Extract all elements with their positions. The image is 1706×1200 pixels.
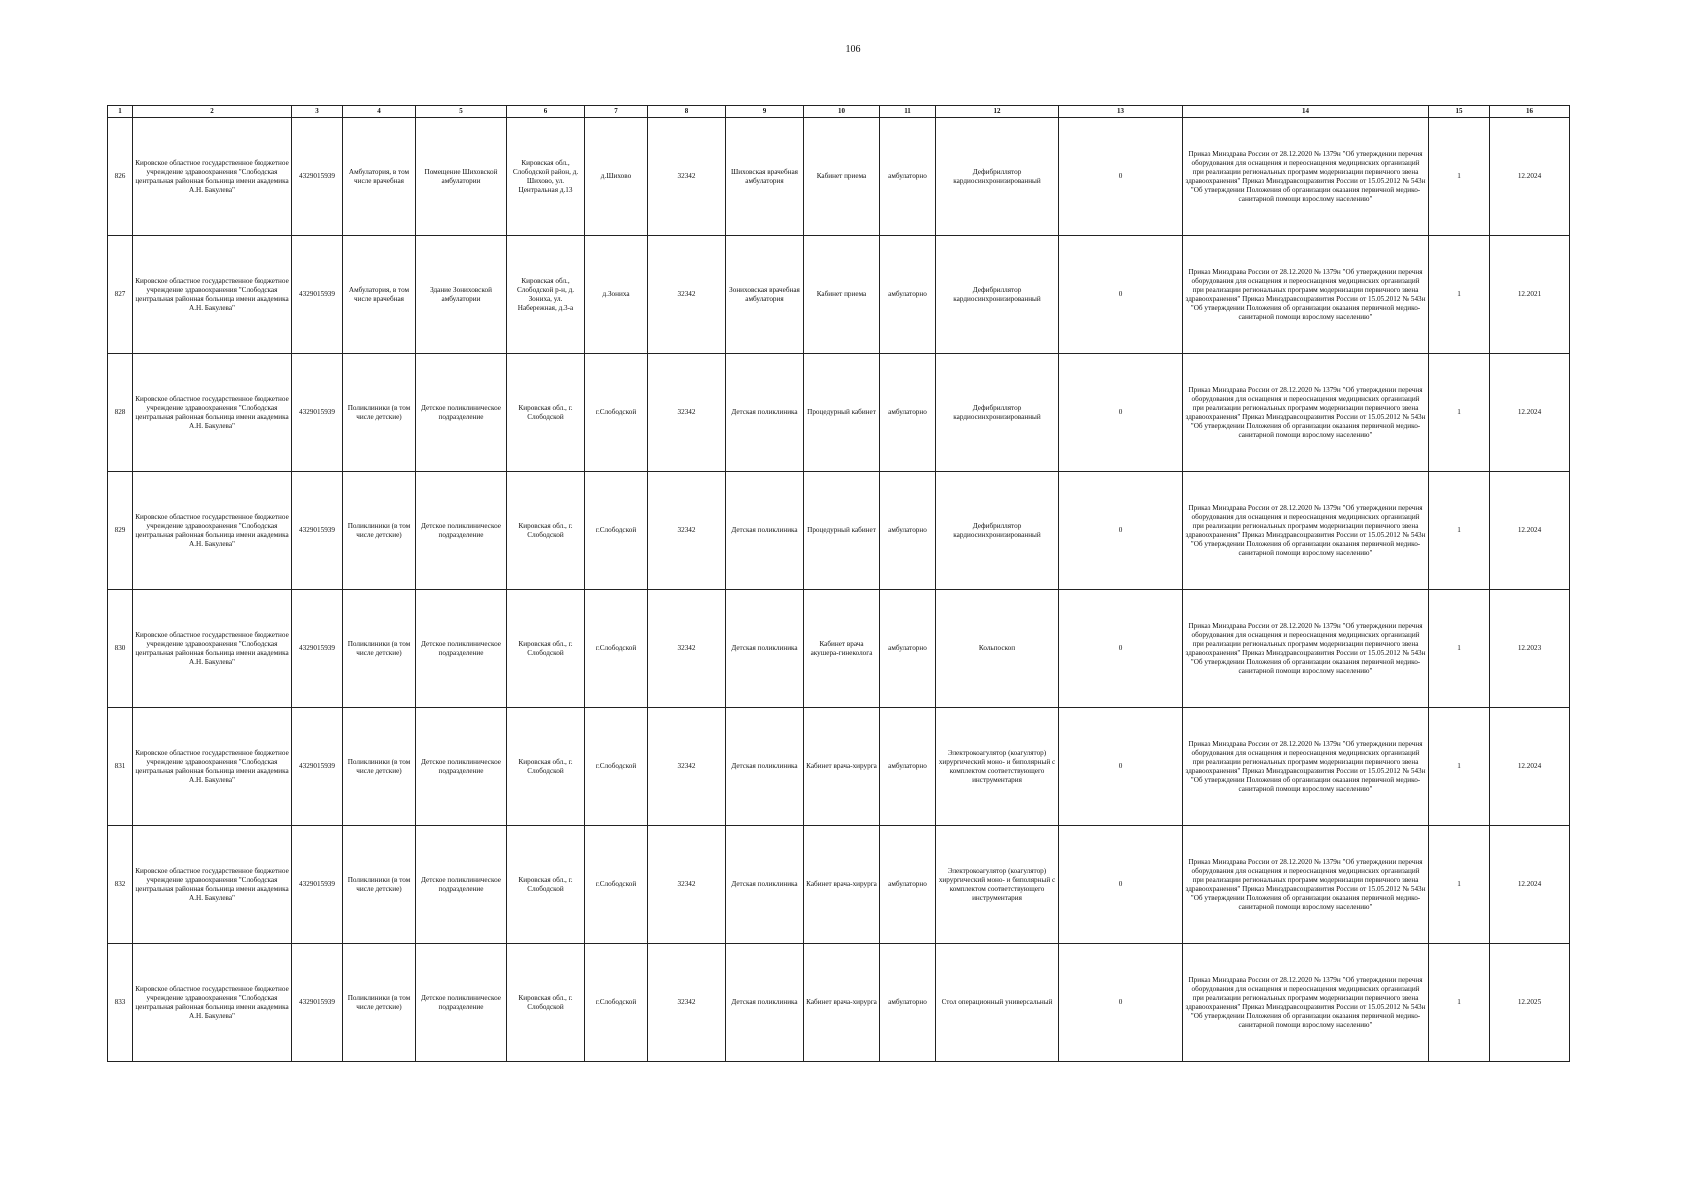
care-mode: амбулаторно [880, 472, 936, 590]
address: Кировская обл., г. Слободской [507, 826, 585, 944]
header-cell: 1 [108, 106, 133, 118]
building: Детское поликлиническое подразделение [416, 826, 507, 944]
quantity-available: 0 [1059, 236, 1183, 354]
header-cell: 9 [726, 106, 804, 118]
facility-type: Поликлиники (в том числе детские) [343, 472, 416, 590]
room: Кабинет врача акушера-гинеколога [804, 590, 880, 708]
table-row [108, 236, 1570, 354]
facility-type: Поликлиники (в том числе детские) [343, 826, 416, 944]
building: Здание Зониховской амбулатории [416, 236, 507, 354]
facility-type: Поликлиники (в том числе детские) [343, 708, 416, 826]
locality: д.Зониха [585, 236, 648, 354]
room: Кабинет врача-хирурга [804, 944, 880, 1062]
legal-basis: Приказ Минздрава России от 28.12.2020 № 1379н "Об утверждении перечня оборудования для оснащения и переоснащения медицинских организаций при реализации региональных программ модернизации первичного звена здравоохранения" Приказ Минздравсоцразвития России от 15.05.2012 № 543н "Об утверждении Положения об организации оказания первичной медико-санитарной помощи взрослому населению" [1183, 236, 1429, 354]
address: Кировская обл., Слободской р-н, д. Зониха, ул. Набережная, д.3-а [507, 236, 585, 354]
oktmo-code: 32342 [648, 118, 726, 236]
inn: 4329015939 [292, 236, 343, 354]
table-row [108, 472, 1570, 590]
facility-type: Поликлиники (в том числе детские) [343, 944, 416, 1062]
quantity-required: 1 [1429, 826, 1490, 944]
inn: 4329015939 [292, 590, 343, 708]
care-mode: амбулаторно [880, 944, 936, 1062]
header-cell: 3 [292, 106, 343, 118]
address: Кировская обл., г. Слободской [507, 354, 585, 472]
header-cell: 7 [585, 106, 648, 118]
care-mode: амбулаторно [880, 236, 936, 354]
oktmo-code: 32342 [648, 708, 726, 826]
room: Кабинет приема [804, 118, 880, 236]
row-number: 833 [108, 944, 133, 1062]
quantity-required: 1 [1429, 118, 1490, 236]
oktmo-code: 32342 [648, 590, 726, 708]
legal-basis: Приказ Минздрава России от 28.12.2020 № 1379н "Об утверждении перечня оборудования для оснащения и переоснащения медицинских организаций при реализации региональных программ модернизации первичного звена здравоохранения" Приказ Минздравсоцразвития России от 15.05.2012 № 543н "Об утверждении Положения об организации оказания первичной медико-санитарной помощи взрослому населению" [1183, 472, 1429, 590]
oktmo-code: 32342 [648, 826, 726, 944]
quantity-required: 1 [1429, 472, 1490, 590]
table-row [108, 590, 1570, 708]
locality: г.Слободской [585, 354, 648, 472]
quantity-available: 0 [1059, 708, 1183, 826]
inn: 4329015939 [292, 826, 343, 944]
unit: Детская поликлиника [726, 472, 804, 590]
oktmo-code: 32342 [648, 472, 726, 590]
organization-name: Кировское областное государственное бюджетное учреждение здравоохранения "Слободская центральная районная больница имени академика А.Н. Бакулева" [133, 472, 292, 590]
room: Кабинет приема [804, 236, 880, 354]
quantity-available: 0 [1059, 354, 1183, 472]
header-cell: 16 [1490, 106, 1570, 118]
header-cell: 11 [880, 106, 936, 118]
address: Кировская обл., г. Слободской [507, 472, 585, 590]
legal-basis: Приказ Минздрава России от 28.12.2020 № 1379н "Об утверждении перечня оборудования для оснащения и переоснащения медицинских организаций при реализации региональных программ модернизации первичного звена здравоохранения" Приказ Минздравсоцразвития России от 15.05.2012 № 543н "Об утверждении Положения об организации оказания первичной медико-санитарной помощи взрослому населению" [1183, 118, 1429, 236]
equipment-name: Стол операционный универсальный [936, 944, 1059, 1062]
header-cell: 15 [1429, 106, 1490, 118]
equipment-registry-table [107, 105, 1570, 1062]
due-date: 12.2025 [1490, 944, 1570, 1062]
organization-name: Кировское областное государственное бюджетное учреждение здравоохранения "Слободская центральная районная больница имени академика А.Н. Бакулева" [133, 590, 292, 708]
locality: г.Слободской [585, 826, 648, 944]
care-mode: амбулаторно [880, 590, 936, 708]
table-row [108, 118, 1570, 236]
legal-basis: Приказ Минздрава России от 28.12.2020 № 1379н "Об утверждении перечня оборудования для оснащения и переоснащения медицинских организаций при реализации региональных программ модернизации первичного звена здравоохранения" Приказ Минздравсоцразвития России от 15.05.2012 № 543н "Об утверждении Положения об организации оказания первичной медико-санитарной помощи взрослому населению" [1183, 944, 1429, 1062]
unit: Детская поликлиника [726, 590, 804, 708]
care-mode: амбулаторно [880, 708, 936, 826]
quantity-available: 0 [1059, 118, 1183, 236]
address: Кировская обл., г. Слободской [507, 708, 585, 826]
inn: 4329015939 [292, 944, 343, 1062]
row-number: 829 [108, 472, 133, 590]
equipment-name: Дефибриллятор кардиосинхронизированный [936, 354, 1059, 472]
header-cell: 4 [343, 106, 416, 118]
due-date: 12.2024 [1490, 472, 1570, 590]
building: Детское поликлиническое подразделение [416, 472, 507, 590]
care-mode: амбулаторно [880, 354, 936, 472]
locality: г.Слободской [585, 472, 648, 590]
room: Кабинет врача-хирурга [804, 708, 880, 826]
unit: Детская поликлиника [726, 826, 804, 944]
due-date: 12.2023 [1490, 590, 1570, 708]
table-row [108, 826, 1570, 944]
row-number: 828 [108, 354, 133, 472]
quantity-available: 0 [1059, 472, 1183, 590]
equipment-name: Электрокоагулятор (коагулятор) хирургический моно- и биполярный с комплектом соответствующего инструментария [936, 826, 1059, 944]
quantity-required: 1 [1429, 944, 1490, 1062]
locality: г.Слободской [585, 590, 648, 708]
unit: Детская поликлиника [726, 944, 804, 1062]
oktmo-code: 32342 [648, 236, 726, 354]
row-number: 827 [108, 236, 133, 354]
organization-name: Кировское областное государственное бюджетное учреждение здравоохранения "Слободская центральная районная больница имени академика А.Н. Бакулева" [133, 944, 292, 1062]
header-cell: 6 [507, 106, 585, 118]
organization-name: Кировское областное государственное бюджетное учреждение здравоохранения "Слободская центральная районная больница имени академика А.Н. Бакулева" [133, 826, 292, 944]
quantity-required: 1 [1429, 708, 1490, 826]
legal-basis: Приказ Минздрава России от 28.12.2020 № 1379н "Об утверждении перечня оборудования для оснащения и переоснащения медицинских организаций при реализации региональных программ модернизации первичного звена здравоохранения" Приказ Минздравсоцразвития России от 15.05.2012 № 543н "Об утверждении Положения об организации оказания первичной медико-санитарной помощи взрослому населению" [1183, 826, 1429, 944]
organization-name: Кировское областное государственное бюджетное учреждение здравоохранения "Слободская центральная районная больница имени академика А.Н. Бакулева" [133, 118, 292, 236]
quantity-required: 1 [1429, 590, 1490, 708]
inn: 4329015939 [292, 118, 343, 236]
due-date: 12.2024 [1490, 708, 1570, 826]
locality: г.Слободской [585, 944, 648, 1062]
address: Кировская обл., г. Слободской [507, 944, 585, 1062]
facility-type: Поликлиники (в том числе детские) [343, 354, 416, 472]
row-number: 832 [108, 826, 133, 944]
building: Детское поликлиническое подразделение [416, 708, 507, 826]
quantity-required: 1 [1429, 354, 1490, 472]
oktmo-code: 32342 [648, 944, 726, 1062]
equipment-name: Дефибриллятор кардиосинхронизированный [936, 472, 1059, 590]
table-row [108, 354, 1570, 472]
care-mode: амбулаторно [880, 826, 936, 944]
inn: 4329015939 [292, 354, 343, 472]
quantity-available: 0 [1059, 944, 1183, 1062]
room: Кабинет врача-хирурга [804, 826, 880, 944]
equipment-name: Дефибриллятор кардиосинхронизированный [936, 118, 1059, 236]
header-row [108, 106, 1570, 118]
care-mode: амбулаторно [880, 118, 936, 236]
row-number: 830 [108, 590, 133, 708]
header-cell: 14 [1183, 106, 1429, 118]
table-body [108, 106, 1570, 1062]
address: Кировская обл., г. Слободской [507, 590, 585, 708]
header-cell: 8 [648, 106, 726, 118]
table-row [108, 708, 1570, 826]
unit: Детская поликлиника [726, 354, 804, 472]
quantity-available: 0 [1059, 590, 1183, 708]
due-date: 12.2024 [1490, 118, 1570, 236]
legal-basis: Приказ Минздрава России от 28.12.2020 № 1379н "Об утверждении перечня оборудования для оснащения и переоснащения медицинских организаций при реализации региональных программ модернизации первичного звена здравоохранения" Приказ Минздравсоцразвития России от 15.05.2012 № 543н "Об утверждении Положения об организации оказания первичной медико-санитарной помощи взрослому населению" [1183, 708, 1429, 826]
legal-basis: Приказ Минздрава России от 28.12.2020 № 1379н "Об утверждении перечня оборудования для оснащения и переоснащения медицинских организаций при реализации региональных программ модернизации первичного звена здравоохранения" Приказ Минздравсоцразвития России от 15.05.2012 № 543н "Об утверждении Положения об организации оказания первичной медико-санитарной помощи взрослому населению" [1183, 354, 1429, 472]
organization-name: Кировское областное государственное бюджетное учреждение здравоохранения "Слободская центральная районная больница имени академика А.Н. Бакулева" [133, 708, 292, 826]
due-date: 12.2021 [1490, 236, 1570, 354]
row-number: 831 [108, 708, 133, 826]
header-cell: 12 [936, 106, 1059, 118]
quantity-available: 0 [1059, 826, 1183, 944]
unit: Зониховская врачебная амбулатория [726, 236, 804, 354]
inn: 4329015939 [292, 472, 343, 590]
due-date: 12.2024 [1490, 354, 1570, 472]
organization-name: Кировское областное государственное бюджетное учреждение здравоохранения "Слободская центральная районная больница имени академика А.Н. Бакулева" [133, 236, 292, 354]
page-number: 106 [845, 44, 861, 55]
locality: д.Шихово [585, 118, 648, 236]
equipment-name: Кольпоскоп [936, 590, 1059, 708]
quantity-required: 1 [1429, 236, 1490, 354]
address: Кировская обл., Слободской район, д. Шихово, ул. Центральная д.13 [507, 118, 585, 236]
building: Детское поликлиническое подразделение [416, 944, 507, 1062]
building: Помещение Шиховской амбулатории [416, 118, 507, 236]
room: Процедурный кабинет [804, 472, 880, 590]
room: Процедурный кабинет [804, 354, 880, 472]
facility-type: Амбулатория, в том числе врачебная [343, 118, 416, 236]
row-number: 826 [108, 118, 133, 236]
header-cell: 2 [133, 106, 292, 118]
header-cell: 10 [804, 106, 880, 118]
inn: 4329015939 [292, 708, 343, 826]
building: Детское поликлиническое подразделение [416, 354, 507, 472]
locality: г.Слободской [585, 708, 648, 826]
building: Детское поликлиническое подразделение [416, 590, 507, 708]
header-cell: 13 [1059, 106, 1183, 118]
header-cell: 5 [416, 106, 507, 118]
due-date: 12.2024 [1490, 826, 1570, 944]
unit: Детская поликлиника [726, 708, 804, 826]
legal-basis: Приказ Минздрава России от 28.12.2020 № 1379н "Об утверждении перечня оборудования для оснащения и переоснащения медицинских организаций при реализации региональных программ модернизации первичного звена здравоохранения" Приказ Минздравсоцразвития России от 15.05.2012 № 543н "Об утверждении Положения об организации оказания первичной медико-санитарной помощи взрослому населению" [1183, 590, 1429, 708]
equipment-name: Электрокоагулятор (коагулятор) хирургический моно- и биполярный с комплектом соответствующего инструментария [936, 708, 1059, 826]
unit: Шиховская врачебная амбулатория [726, 118, 804, 236]
table-row [108, 944, 1570, 1062]
facility-type: Поликлиники (в том числе детские) [343, 590, 416, 708]
facility-type: Амбулатория, в том числе врачебная [343, 236, 416, 354]
equipment-name: Дефибриллятор кардиосинхронизированный [936, 236, 1059, 354]
organization-name: Кировское областное государственное бюджетное учреждение здравоохранения "Слободская центральная районная больница имени академика А.Н. Бакулева" [133, 354, 292, 472]
oktmo-code: 32342 [648, 354, 726, 472]
